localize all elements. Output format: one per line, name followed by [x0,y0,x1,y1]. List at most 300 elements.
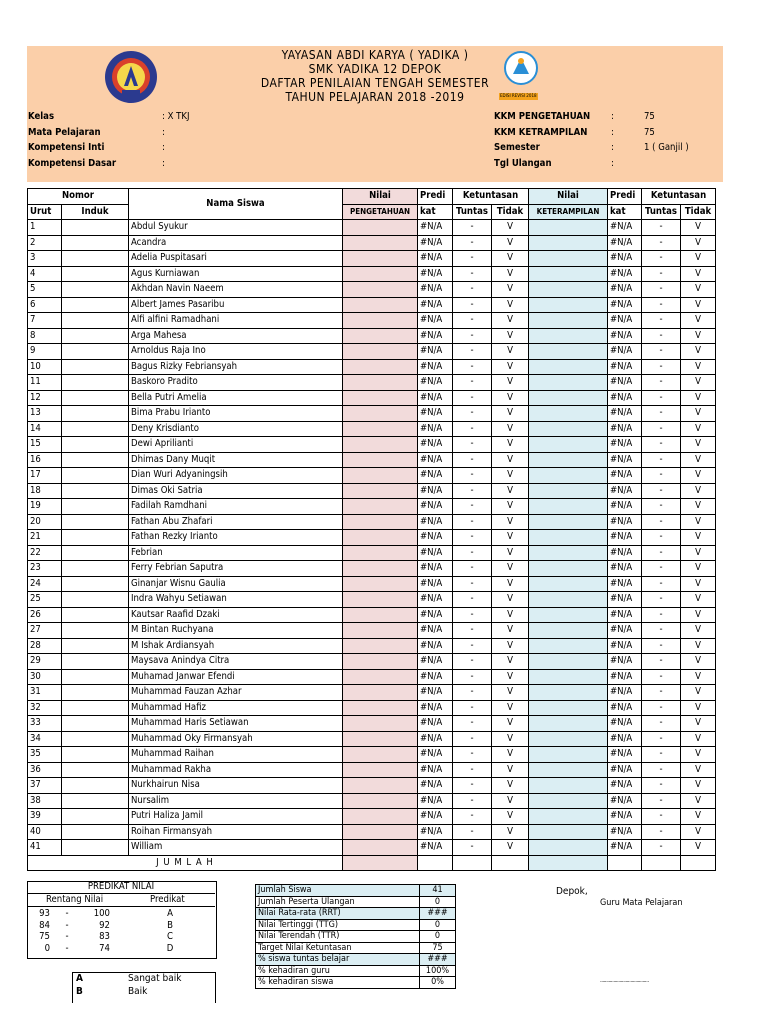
col-header-kat-k: kat [608,204,642,220]
row-nilai-pengetahuan [343,669,418,685]
row-tidak-k: V [681,762,716,778]
row-predikat-p: #N/A [418,328,453,344]
row-tidak-p: V [492,778,529,794]
row-urut: 10 [28,359,62,375]
table-row [28,623,716,639]
row-nilai-pengetahuan [343,235,418,251]
col-header-nomor: Nomor [28,189,129,205]
row-tuntas-p: - [453,747,492,763]
row-induk [62,514,129,530]
row-nama: Indra Wahyu Setiawan [129,592,343,608]
row-tuntas-k: - [642,514,681,530]
sign-role: Guru Mata Pelajaran [600,898,683,908]
row-predikat-k: #N/A [608,638,642,654]
stats-label: Nilai Tertinggi (TTG) [256,919,420,931]
row-tidak-k: V [681,716,716,732]
stats-value: 41 [420,885,456,897]
row-tidak-k: V [681,747,716,763]
row-nama: Bagus Rizky Febriansyah [129,359,343,375]
row-tuntas-k: - [642,607,681,623]
row-tidak-k: V [681,731,716,747]
row-tuntas-k: - [642,824,681,840]
row-urut: 17 [28,468,62,484]
row-nilai-pengetahuan [343,654,418,670]
row-nilai-pengetahuan [343,561,418,577]
table-row [28,375,716,391]
row-induk [62,716,129,732]
row-induk [62,778,129,794]
row-predikat-p: #N/A [418,809,453,825]
row-induk [62,390,129,406]
row-tuntas-p: - [453,731,492,747]
row-tidak-p: V [492,576,529,592]
stats-row [256,931,456,943]
row-tuntas-k: - [642,344,681,360]
row-tuntas-p: - [453,359,492,375]
row-nilai-pengetahuan [343,530,418,546]
row-tuntas-p: - [453,840,492,856]
row-predikat-p: #N/A [418,421,453,437]
row-tidak-k: V [681,840,716,856]
row-nilai-keterampilan [529,452,608,468]
row-nilai-keterampilan [529,700,608,716]
row-tuntas-k: - [642,731,681,747]
predikat-low: 93 [39,908,50,919]
row-tidak-k: V [681,545,716,561]
row-tidak-p: V [492,313,529,329]
stats-row [256,977,456,989]
row-induk [62,809,129,825]
row-tidak-p: V [492,685,529,701]
row-nilai-pengetahuan [343,778,418,794]
table-row [28,716,716,732]
row-nilai-pengetahuan [343,840,418,856]
row-predikat-p: #N/A [418,824,453,840]
row-tuntas-k: - [642,545,681,561]
row-urut: 23 [28,561,62,577]
row-induk [62,421,129,437]
table-row [28,390,716,406]
row-urut: 26 [28,607,62,623]
jumlah-label: J U M L A H [28,855,343,871]
kelas-label: Kelas [28,111,55,122]
row-nilai-keterampilan [529,793,608,809]
row-tuntas-p: - [453,654,492,670]
table-row [28,669,716,685]
row-tuntas-k: - [642,840,681,856]
row-nilai-keterampilan [529,840,608,856]
row-urut: 19 [28,499,62,515]
row-tidak-k: V [681,421,716,437]
kurikulum-logo [497,50,545,90]
row-induk [62,499,129,515]
row-tidak-p: V [492,793,529,809]
row-predikat-k: #N/A [608,530,642,546]
row-induk [62,328,129,344]
row-nilai-pengetahuan [343,793,418,809]
row-urut: 6 [28,297,62,313]
row-tuntas-p: - [453,824,492,840]
row-nama: Dian Wuri Adyaningsih [129,468,343,484]
stats-label: Nilai Terendah (TTR) [256,931,420,943]
col-header-induk: Induk [62,204,129,220]
stats-value: 0 [420,919,456,931]
row-nilai-keterampilan [529,607,608,623]
row-tidak-p: V [492,514,529,530]
row-induk [62,452,129,468]
row-nilai-keterampilan [529,390,608,406]
row-tuntas-p: - [453,638,492,654]
predikat-sep: - [65,919,69,931]
row-induk [62,793,129,809]
row-nama: Muhammad Oky Firmansyah [129,731,343,747]
row-predikat-p: #N/A [418,778,453,794]
row-tidak-p: V [492,716,529,732]
row-predikat-p: #N/A [418,561,453,577]
row-induk [62,359,129,375]
col-header-tuntas-p: Tuntas [453,204,492,220]
row-nilai-pengetahuan [343,375,418,391]
row-induk [62,731,129,747]
row-nilai-pengetahuan [343,762,418,778]
row-tuntas-k: - [642,313,681,329]
row-nilai-keterampilan [529,313,608,329]
row-induk [62,282,129,298]
row-tidak-p: V [492,654,529,670]
row-tuntas-p: - [453,778,492,794]
stats-row [256,919,456,931]
row-tuntas-k: - [642,452,681,468]
row-predikat-p: #N/A [418,762,453,778]
col-header-urut: Urut [28,204,62,220]
row-tuntas-k: - [642,282,681,298]
row-urut: 41 [28,840,62,856]
row-nilai-keterampilan [529,530,608,546]
row-nilai-keterampilan [529,809,608,825]
table-row [28,297,716,313]
stats-value: 0 [420,931,456,943]
row-induk [62,638,129,654]
row-nilai-keterampilan [529,344,608,360]
row-nilai-pengetahuan [343,747,418,763]
row-nama: William [129,840,343,856]
row-predikat-k: #N/A [608,592,642,608]
row-tidak-p: V [492,344,529,360]
stats-value: 0% [420,977,456,989]
row-nilai-pengetahuan [343,251,418,267]
row-nilai-keterampilan [529,421,608,437]
row-urut: 33 [28,716,62,732]
row-nama: Nurkhairun Nisa [129,778,343,794]
row-urut: 12 [28,390,62,406]
header-line-2: SMK YADIKA 12 DEPOK [308,62,442,76]
header-line-1: YAYASAN ABDI KARYA ( YADIKA ) [281,48,469,62]
row-tuntas-k: - [642,359,681,375]
edisi-revisi-badge: EDISI REVISI 2018 [500,94,537,99]
predikat-low: 84 [39,919,50,931]
row-nama: Muhammad Fauzan Azhar [129,685,343,701]
row-predikat-p: #N/A [418,251,453,267]
row-nilai-keterampilan [529,778,608,794]
row-urut: 24 [28,576,62,592]
row-predikat-k: #N/A [608,220,642,236]
row-tidak-p: V [492,282,529,298]
row-tidak-k: V [681,437,716,453]
row-tidak-k: V [681,654,716,670]
row-induk [62,545,129,561]
row-tidak-k: V [681,809,716,825]
row-nilai-pengetahuan [343,452,418,468]
stats-row [256,942,456,954]
row-tidak-k: V [681,576,716,592]
row-tidak-p: V [492,840,529,856]
row-tuntas-p: - [453,685,492,701]
row-urut: 36 [28,762,62,778]
predikat-sep: - [65,908,69,919]
row-nilai-keterampilan [529,359,608,375]
row-predikat-k: #N/A [608,793,642,809]
predikat-high: 83 [99,931,110,942]
stats-value: ### [420,954,456,966]
row-predikat-k: #N/A [608,251,642,267]
row-nilai-pengetahuan [343,390,418,406]
table-row [28,220,716,236]
row-nama: Arga Mahesa [129,328,343,344]
tgl-ulangan-colon: : [611,158,614,169]
row-tidak-k: V [681,266,716,282]
row-predikat-p: #N/A [418,669,453,685]
row-tuntas-k: - [642,437,681,453]
table-row [28,793,716,809]
row-urut: 3 [28,251,62,267]
row-tidak-p: V [492,359,529,375]
row-nama: Abdul Syukur [129,220,343,236]
col-header-nama: Nama Siswa [129,189,343,220]
table-row [28,421,716,437]
legend-key: B [76,986,83,997]
row-predikat-p: #N/A [418,220,453,236]
row-urut: 29 [28,654,62,670]
row-urut: 40 [28,824,62,840]
stats-row [256,896,456,908]
row-tuntas-p: - [453,592,492,608]
row-induk [62,251,129,267]
row-urut: 1 [28,220,62,236]
col-header-predi-p: Predi [418,189,453,205]
row-tuntas-k: - [642,406,681,422]
row-urut: 35 [28,747,62,763]
row-tidak-p: V [492,592,529,608]
row-nilai-pengetahuan [343,483,418,499]
row-nilai-pengetahuan [343,421,418,437]
row-tuntas-p: - [453,235,492,251]
row-tidak-p: V [492,762,529,778]
row-tuntas-p: - [453,297,492,313]
row-tidak-k: V [681,251,716,267]
row-nama: Putri Haliza Jamil [129,809,343,825]
row-urut: 9 [28,344,62,360]
table-row [28,251,716,267]
row-nilai-pengetahuan [343,297,418,313]
row-nilai-keterampilan [529,669,608,685]
row-tidak-k: V [681,561,716,577]
row-urut: 8 [28,328,62,344]
row-tuntas-p: - [453,251,492,267]
row-urut: 5 [28,282,62,298]
row-tuntas-k: - [642,592,681,608]
row-tuntas-p: - [453,421,492,437]
row-predikat-k: #N/A [608,654,642,670]
row-nilai-pengetahuan [343,220,418,236]
row-nilai-pengetahuan [343,685,418,701]
stats-row [256,965,456,977]
stats-label: Nilai Rata-rata (RRT) [256,908,420,920]
row-nilai-keterampilan [529,437,608,453]
row-nama: Kautsar Raafid Dzaki [129,607,343,623]
row-predikat-p: #N/A [418,607,453,623]
row-predikat-k: #N/A [608,809,642,825]
row-tidak-k: V [681,390,716,406]
stats-row [256,908,456,920]
row-nilai-pengetahuan [343,266,418,282]
table-row [28,654,716,670]
stats-value: 0 [420,896,456,908]
row-nilai-pengetahuan [343,437,418,453]
table-row [28,499,716,515]
row-predikat-k: #N/A [608,685,642,701]
row-nilai-pengetahuan [343,716,418,732]
semester-value: 1 ( Ganjil ) [644,142,689,153]
table-row [28,483,716,499]
row-nama: Ferry Febrian Saputra [129,561,343,577]
row-predikat-k: #N/A [608,390,642,406]
col-header-pengetahuan: PENGETAHUAN [343,204,418,220]
row-nilai-pengetahuan [343,545,418,561]
row-nama: Agus Kurniawan [129,266,343,282]
mapel-label: Mata Pelajaran [28,127,101,138]
jumlah-nilai-p [343,855,418,871]
kkm-pengetahuan-value: 75 [644,111,655,122]
table-row [28,344,716,360]
kkm-pengetahuan-colon: : [611,111,614,122]
predikat-grade: A [167,908,173,919]
row-tuntas-k: - [642,654,681,670]
row-induk [62,220,129,236]
col-header-nilai-p: Nilai [343,189,418,205]
row-tuntas-k: - [642,266,681,282]
row-tidak-k: V [681,359,716,375]
row-nilai-pengetahuan [343,592,418,608]
row-tidak-p: V [492,731,529,747]
row-nama: Fathan Abu Zhafari [129,514,343,530]
row-nilai-keterampilan [529,266,608,282]
table-row [28,747,716,763]
col-header-ketuntasan-k: Ketuntasan [642,189,716,205]
col-header-nilai-k: Nilai [529,189,608,205]
predikat-sep: - [65,931,69,942]
ki-label: Kompetensi Inti [28,142,105,153]
row-tidak-k: V [681,530,716,546]
sign-dots: ........................................ [600,977,649,984]
row-predikat-p: #N/A [418,623,453,639]
row-tuntas-k: - [642,375,681,391]
row-predikat-k: #N/A [608,778,642,794]
kkm-keterampilan-colon: : [611,127,614,138]
row-nilai-keterampilan [529,235,608,251]
row-tidak-k: V [681,669,716,685]
row-nama: Muhamad Janwar Efendi [129,669,343,685]
col-header-tidak-p: Tidak [492,204,529,220]
row-induk [62,654,129,670]
row-predikat-k: #N/A [608,499,642,515]
row-urut: 7 [28,313,62,329]
row-tidak-k: V [681,220,716,236]
row-nilai-pengetahuan [343,344,418,360]
row-predikat-p: #N/A [418,514,453,530]
row-predikat-p: #N/A [418,483,453,499]
row-nilai-pengetahuan [343,623,418,639]
row-induk [62,747,129,763]
row-urut: 4 [28,266,62,282]
row-tuntas-p: - [453,452,492,468]
row-tidak-p: V [492,607,529,623]
row-tidak-p: V [492,824,529,840]
col-header-tidak-k: Tidak [681,204,716,220]
row-tuntas-k: - [642,483,681,499]
row-tidak-p: V [492,747,529,763]
row-urut: 30 [28,669,62,685]
table-row [28,685,716,701]
row-tuntas-p: - [453,468,492,484]
row-urut: 28 [28,638,62,654]
row-predikat-p: #N/A [418,545,453,561]
row-predikat-k: #N/A [608,235,642,251]
row-nama: Muhammad Haris Setiawan [129,716,343,732]
row-nilai-pengetahuan [343,824,418,840]
row-predikat-p: #N/A [418,313,453,329]
stats-label: % kehadiran siswa [256,977,420,989]
table-row [28,452,716,468]
row-nilai-keterampilan [529,468,608,484]
row-induk [62,266,129,282]
jumlah-tuntas-k [642,855,681,871]
jumlah-predikat-p [418,855,453,871]
row-induk [62,592,129,608]
row-tidak-k: V [681,468,716,484]
row-predikat-p: #N/A [418,747,453,763]
row-tuntas-p: - [453,793,492,809]
row-predikat-k: #N/A [608,576,642,592]
row-nilai-keterampilan [529,328,608,344]
row-induk [62,437,129,453]
row-predikat-p: #N/A [418,840,453,856]
legend-value: Sangat baik [128,973,182,984]
row-tuntas-k: - [642,793,681,809]
row-nama: Nursalim [129,793,343,809]
row-tidak-p: V [492,545,529,561]
row-tidak-k: V [681,778,716,794]
row-induk [62,669,129,685]
predikat-predikat-header: Predikat [150,894,185,905]
stats-label: Jumlah Siswa [256,885,420,897]
header-line-3: DAFTAR PENILAIAN TENGAH SEMESTER [260,76,490,90]
table-row [28,235,716,251]
row-tuntas-k: - [642,220,681,236]
row-tuntas-k: - [642,297,681,313]
row-nama: Roihan Firmansyah [129,824,343,840]
row-nilai-pengetahuan [343,731,418,747]
table-row [28,778,716,794]
